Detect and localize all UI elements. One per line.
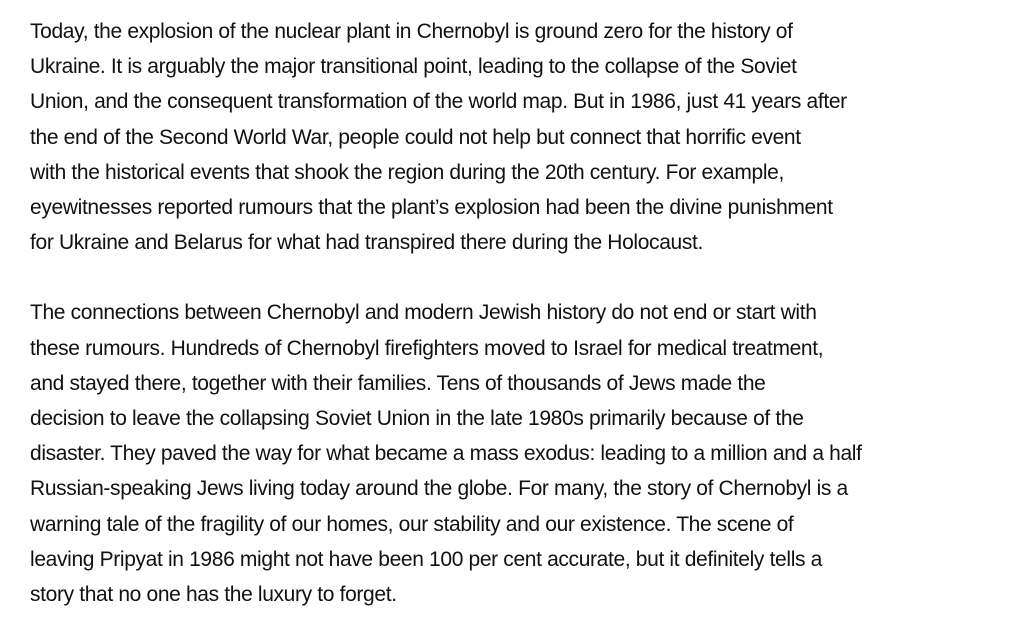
paragraph-line: with the historical events that shook the region during the 20th century. For example, <box>30 160 784 184</box>
paragraph-line: story that no one has the luxury to forget. <box>30 583 397 607</box>
paragraph-2 <box>30 295 1015 612</box>
paragraph-line: leaving Pripyat in 1986 might not have been 100 per cent accurate, but it definitely tells a <box>30 547 822 571</box>
paragraph-line: warning tale of the fragility of our homes, our stability and our existence. The scene of <box>30 512 794 536</box>
paragraph-line: eyewitnesses reported rumours that the plant’s explosion had been the divine punishment <box>30 196 833 220</box>
paragraph-line: Union, and the consequent transformation of the world map. But in 1986, just 41 years after <box>30 90 847 114</box>
paragraph-line: disaster. They paved the way for what became a mass exodus: leading to a million and a half <box>30 442 862 466</box>
paragraph-line: these rumours. Hundreds of Chernobyl firefighters moved to Israel for medical treatment, <box>30 336 824 360</box>
paragraph-line: Ukraine. It is arguably the major transitional point, leading to the collapse of the Soviet <box>30 55 797 79</box>
paragraph-1 <box>30 14 1015 260</box>
paragraph-line: and stayed there, together with their families. Tens of thousands of Jews made the <box>30 371 766 395</box>
paragraph-line: Russian-speaking Jews living today around the globe. For many, the story of Chernobyl is a <box>30 477 848 501</box>
paragraph-spacer <box>30 260 1015 295</box>
paragraph-line: for Ukraine and Belarus for what had transpired there during the Holocaust. <box>30 231 703 255</box>
article-body <box>30 14 1015 612</box>
paragraph-line: The connections between Chernobyl and modern Jewish history do not end or start with <box>30 301 817 325</box>
paragraph-line: decision to leave the collapsing Soviet Union in the late 1980s primarily because of the <box>30 407 804 431</box>
paragraph-line: Today, the explosion of the nuclear plant in Chernobyl is ground zero for the history of <box>30 20 793 43</box>
paragraph-line: the end of the Second World War, people could not help but connect that horrific event <box>30 125 801 149</box>
